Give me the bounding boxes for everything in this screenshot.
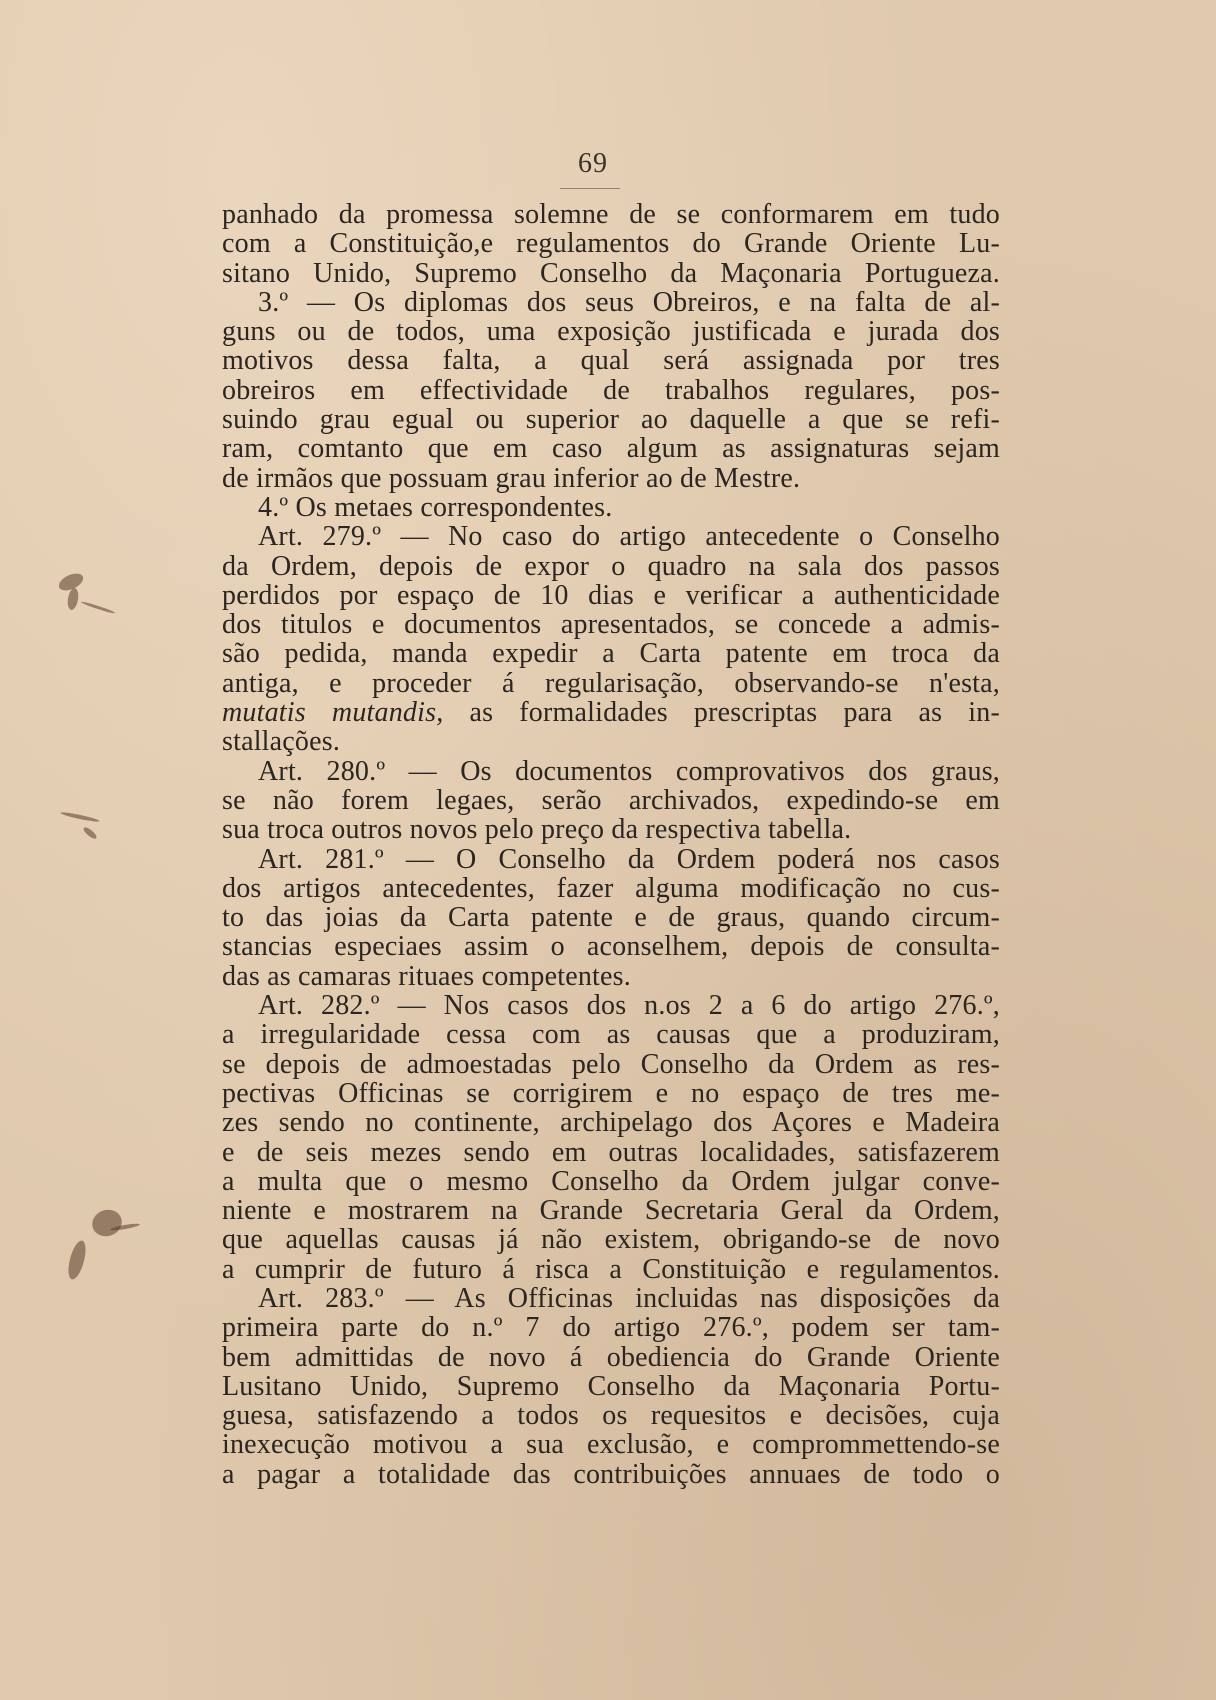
text-line: guesa, satisfazendo a todos os requesitos e decisões, cuja xyxy=(222,1400,1000,1432)
text-line: antiga, e proceder á regularisação, observando-se n'esta, xyxy=(222,667,1000,699)
text-line: dos titulos e documentos apresentados, se concede a admis- xyxy=(222,609,1000,641)
page-number-rule xyxy=(560,188,620,189)
text-line: Lusitano Unido, Supremo Conselho da Maçonaria Portu- xyxy=(222,1370,1000,1402)
text-line: a irregularidade cessa com as causas que a produziram, xyxy=(222,1019,1000,1051)
stain-mark xyxy=(65,1239,89,1281)
text-line: que aquellas causas já não existem, obrigando-se de novo xyxy=(222,1224,1000,1256)
body-text xyxy=(222,200,1000,1489)
text-line-italic xyxy=(222,698,1000,727)
text-line: panhado da promessa solemne de se conformarem em tudo xyxy=(222,199,1000,230)
text-line: de irmãos que possuam grau inferior ao de Mestre. xyxy=(222,462,801,494)
latin-phrase: mutatis mutandis, xyxy=(222,697,444,729)
text-line: a cumprir de futuro á risca a Constituição e regulamentos. xyxy=(222,1253,1000,1285)
text-line: Art. 283.º — As Officinas incluidas nas disposições da xyxy=(258,1282,1000,1314)
text-line: suindo grau egual ou superior ao daquelle a que se refi- xyxy=(222,404,1000,436)
stain-mark xyxy=(80,601,115,615)
text-line: stallações. xyxy=(222,726,341,758)
text-line: guns ou de todos, uma exposição justificada e jurada dos xyxy=(222,316,1000,348)
text-line: obreiros em effectividade de trabalhos regulares, pos- xyxy=(222,374,1000,406)
text-line: zes sendo no continente, archipelago dos Açores e Madeira xyxy=(222,1107,1000,1139)
text-fragment: as formalidades prescriptas para as in- xyxy=(443,697,1000,729)
text-line: to das joias da Carta patente e de graus, quando circum- xyxy=(222,902,1000,934)
text-line: são pedida, manda expedir a Carta patente em troca da xyxy=(222,638,1000,670)
text-line: pectivas Officinas se corrigirem e no espaço de tres me- xyxy=(222,1077,1000,1109)
text-line: Art. 280.º — Os documentos comprovativos dos graus, xyxy=(258,755,1000,787)
text-line: se depois de admoestadas pelo Conselho da Ordem as res- xyxy=(222,1048,1000,1080)
text-line: inexecução motivou a sua exclusão, e comprommettendo-se xyxy=(222,1429,1000,1461)
text-line: ram, comtanto que em caso algum as assignaturas sejam xyxy=(222,433,1000,465)
text-line: Art. 281.º — O Conselho da Ordem poderá nos casos xyxy=(258,843,1000,875)
margin-stains xyxy=(0,0,200,1700)
text-line: sitano Unido, Supremo Conselho da Maçonaria Portugueza. xyxy=(222,257,1000,289)
stain-mark xyxy=(82,826,98,841)
text-line: perdidos por espaço de 10 dias e verificar a authenticidade xyxy=(222,579,1000,611)
text-line: dos artigos antecedentes, fazer alguma modificação no cus- xyxy=(222,872,1000,904)
text-line: com a Constituição,e regulamentos do Grande Oriente Lu- xyxy=(222,228,1000,260)
text-line: primeira parte do n.º 7 do artigo 276.º, podem ser tam- xyxy=(222,1312,1000,1344)
text-line: das as camaras rituaes competentes. xyxy=(222,960,631,992)
text-line: motivos dessa falta, a qual será assignada por tres xyxy=(222,345,1000,377)
text-line: sua troca outros novos pelo preço da respectiva tabella. xyxy=(222,814,852,846)
stain-mark xyxy=(60,811,100,823)
text-line: niente e mostrarem na Grande Secretaria Geral da Ordem, xyxy=(222,1195,1000,1227)
text-line: 3.º — Os diplomas dos seus Obreiros, e na falta de al- xyxy=(258,286,1000,318)
text-line: e de seis mezes sendo em outras localidades, satisfazerem xyxy=(222,1136,1000,1168)
stain-mark xyxy=(66,587,80,610)
text-line: se não forem legaes, serão archivados, expedindo-se em xyxy=(222,784,1000,816)
text-line: 4.º Os metaes correspondentes. xyxy=(258,491,613,523)
text-line: da Ordem, depois de expor o quadro na sala dos passos xyxy=(222,550,1000,582)
text-line: Art. 279.º — No caso do artigo antecedente o Conselho xyxy=(258,521,1000,553)
text-line: a multa que o mesmo Conselho da Ordem julgar conve- xyxy=(222,1165,1000,1197)
text-line: stancias especiaes assim o aconselhem, depois de consulta- xyxy=(222,931,1000,963)
text-line: a pagar a totalidade das contribuições annuaes de todo o xyxy=(222,1458,1000,1490)
text-line: Art. 282.º — Nos casos dos n.os 2 a 6 do artigo 276.º, xyxy=(258,990,1000,1022)
page-number: 69 xyxy=(578,148,608,179)
text-line: bem admittidas de novo á obediencia do Grande Oriente xyxy=(222,1341,1000,1373)
stain-mark xyxy=(88,1206,125,1241)
